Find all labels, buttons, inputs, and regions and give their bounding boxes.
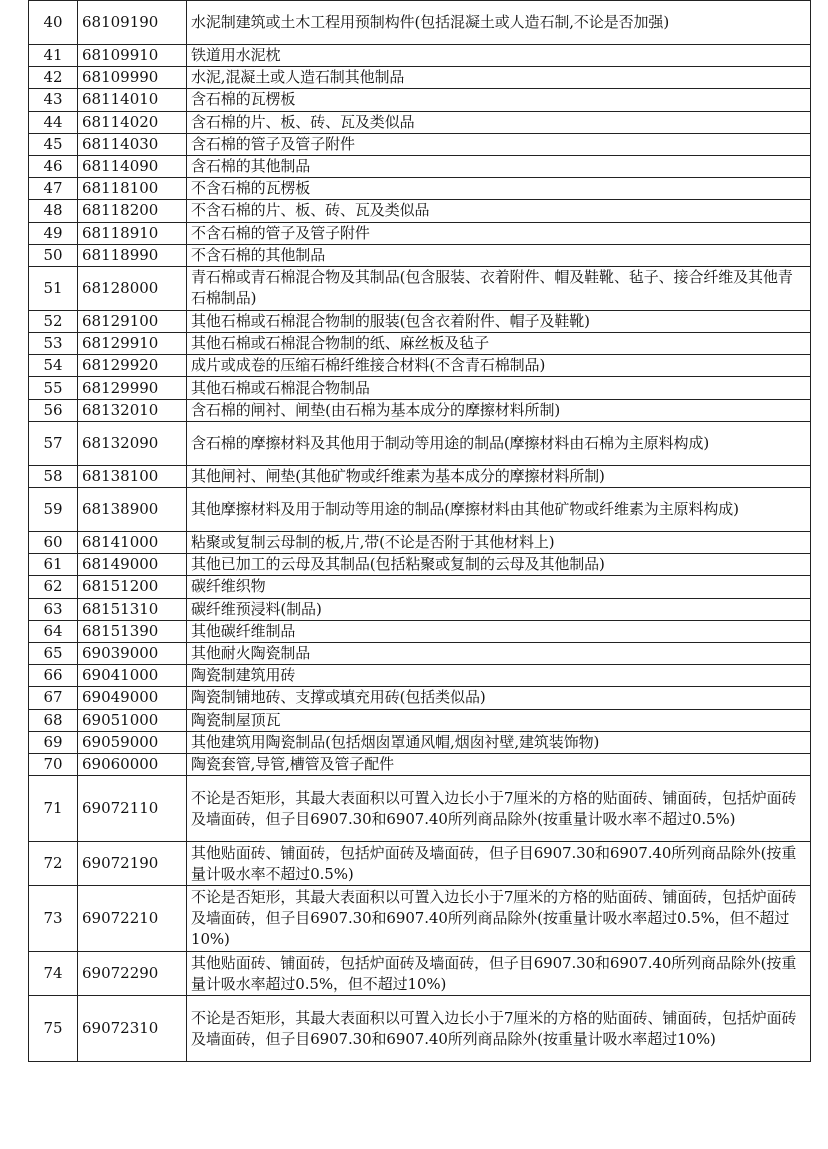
product-description: 其他闸衬、闸垫(其他矿物或纤维素为基本成分的摩擦材料所制): [187, 465, 811, 487]
product-description: 其他石棉或石棉混合物制的纸、麻丝板及毡子: [187, 333, 811, 355]
table-row: [29, 200, 811, 222]
table-row: [29, 620, 811, 642]
product-description: 含石棉的其他制品: [187, 155, 811, 177]
row-number: 58: [29, 465, 78, 487]
hs-code: 68114030: [78, 133, 187, 155]
hs-code: 69060000: [78, 753, 187, 775]
table-row: [29, 731, 811, 753]
hs-code: 68114010: [78, 89, 187, 111]
product-description: 含石棉的闸衬、闸垫(由石棉为基本成分的摩擦材料所制): [187, 399, 811, 421]
hs-code: 68114090: [78, 155, 187, 177]
tariff-table: [28, 0, 811, 1062]
hs-code: 68109190: [78, 1, 187, 45]
hs-code: 69072210: [78, 886, 187, 952]
row-number: 61: [29, 554, 78, 576]
hs-code: 68118100: [78, 178, 187, 200]
hs-code: 68138900: [78, 488, 187, 532]
row-number: 67: [29, 687, 78, 709]
product-description: 碳纤维预浸料(制品): [187, 598, 811, 620]
hs-code: 68151390: [78, 620, 187, 642]
table-row: [29, 45, 811, 67]
product-description: 含石棉的瓦楞板: [187, 89, 811, 111]
product-description: 不论是否矩形，其最大表面积以可置入边长小于7厘米的方格的贴面砖、铺面砖，包括炉面砖及墙面砖，但子目6907.30和6907.40所列商品除外(按重量计吸水率超过10%): [187, 996, 811, 1062]
product-description: 碳纤维织物: [187, 576, 811, 598]
table-row: [29, 996, 811, 1062]
product-description: 其他贴面砖、铺面砖，包括炉面砖及墙面砖，但子目6907.30和6907.40所列商品除外(按重量计吸水率超过0.5%，但不超过10%): [187, 952, 811, 996]
product-description: 不含石棉的其他制品: [187, 244, 811, 266]
table-row: [29, 133, 811, 155]
product-description: 其他贴面砖、铺面砖，包括炉面砖及墙面砖，但子目6907.30和6907.40所列商品除外(按重量计吸水率不超过0.5%): [187, 842, 811, 886]
hs-code: 68118200: [78, 200, 187, 222]
table-row: [29, 377, 811, 399]
hs-code: 68138100: [78, 465, 187, 487]
row-number: 75: [29, 996, 78, 1062]
row-number: 74: [29, 952, 78, 996]
row-number: 40: [29, 1, 78, 45]
table-row: [29, 842, 811, 886]
table-row: [29, 155, 811, 177]
row-number: 47: [29, 178, 78, 200]
row-number: 62: [29, 576, 78, 598]
hs-code: 69039000: [78, 642, 187, 664]
table-row: [29, 222, 811, 244]
hs-code: 69072290: [78, 952, 187, 996]
product-description: 含石棉的管子及管子附件: [187, 133, 811, 155]
product-description: 粘聚或复制云母制的板,片,带(不论是否附于其他材料上): [187, 532, 811, 554]
table-row: [29, 687, 811, 709]
hs-code: 68132090: [78, 421, 187, 465]
row-number: 55: [29, 377, 78, 399]
product-description: 其他耐火陶瓷制品: [187, 642, 811, 664]
table-row: [29, 532, 811, 554]
table-row: [29, 421, 811, 465]
product-description: 含石棉的摩擦材料及其他用于制动等用途的制品(摩擦材料由石棉为主原料构成): [187, 421, 811, 465]
hs-code: 68114020: [78, 111, 187, 133]
row-number: 48: [29, 200, 78, 222]
row-number: 73: [29, 886, 78, 952]
row-number: 46: [29, 155, 78, 177]
hs-code: 69072110: [78, 776, 187, 842]
row-number: 51: [29, 266, 78, 310]
row-number: 72: [29, 842, 78, 886]
row-number: 59: [29, 488, 78, 532]
hs-code: 68129910: [78, 333, 187, 355]
hs-code: 68129990: [78, 377, 187, 399]
product-description: 陶瓷套管,导管,槽管及管子配件: [187, 753, 811, 775]
hs-code: 69059000: [78, 731, 187, 753]
product-description: 其他摩擦材料及用于制动等用途的制品(摩擦材料由其他矿物或纤维素为主原料构成): [187, 488, 811, 532]
table-row: [29, 333, 811, 355]
row-number: 52: [29, 310, 78, 332]
product-description: 陶瓷制建筑用砖: [187, 665, 811, 687]
hs-code: 68149000: [78, 554, 187, 576]
table-row: [29, 488, 811, 532]
row-number: 63: [29, 598, 78, 620]
table-row: [29, 886, 811, 952]
hs-code: 68151310: [78, 598, 187, 620]
row-number: 49: [29, 222, 78, 244]
table-row: [29, 355, 811, 377]
product-description: 青石棉或青石棉混合物及其制品(包含服装、衣着附件、帽及鞋靴、毡子、接合纤维及其他青石棉制品): [187, 266, 811, 310]
hs-code: 68109910: [78, 45, 187, 67]
hs-code: 69072310: [78, 996, 187, 1062]
product-description: 其他碳纤维制品: [187, 620, 811, 642]
row-number: 71: [29, 776, 78, 842]
table-row: [29, 598, 811, 620]
table-row: [29, 576, 811, 598]
row-number: 44: [29, 111, 78, 133]
hs-code: 68128000: [78, 266, 187, 310]
table-body: [29, 1, 811, 1062]
document-page: [28, 0, 810, 1062]
table-row: [29, 111, 811, 133]
row-number: 64: [29, 620, 78, 642]
product-description: 其他已加工的云母及其制品(包括粘聚或复制的云母及其他制品): [187, 554, 811, 576]
table-row: [29, 642, 811, 664]
row-number: 66: [29, 665, 78, 687]
table-row: [29, 310, 811, 332]
hs-code: 68109990: [78, 67, 187, 89]
row-number: 54: [29, 355, 78, 377]
hs-code: 68151200: [78, 576, 187, 598]
row-number: 41: [29, 45, 78, 67]
row-number: 65: [29, 642, 78, 664]
hs-code: 69072190: [78, 842, 187, 886]
table-row: [29, 89, 811, 111]
hs-code: 68129100: [78, 310, 187, 332]
row-number: 57: [29, 421, 78, 465]
product-description: 水泥,混凝土或人造石制其他制品: [187, 67, 811, 89]
hs-code: 69049000: [78, 687, 187, 709]
hs-code: 68118910: [78, 222, 187, 244]
table-row: [29, 776, 811, 842]
hs-code: 69041000: [78, 665, 187, 687]
product-description: 其他石棉或石棉混合物制的服装(包含衣着附件、帽子及鞋靴): [187, 310, 811, 332]
product-description: 不含石棉的管子及管子附件: [187, 222, 811, 244]
table-row: [29, 266, 811, 310]
table-row: [29, 465, 811, 487]
table-row: [29, 753, 811, 775]
hs-code: 68129920: [78, 355, 187, 377]
hs-code: 68141000: [78, 532, 187, 554]
hs-code: 68132010: [78, 399, 187, 421]
product-description: 不论是否矩形，其最大表面积以可置入边长小于7厘米的方格的贴面砖、铺面砖，包括炉面砖及墙面砖，但子目6907.30和6907.40所列商品除外(按重量计吸水率不超过0.5%): [187, 776, 811, 842]
product-description: 陶瓷制铺地砖、支撑或填充用砖(包括类似品): [187, 687, 811, 709]
table-row: [29, 952, 811, 996]
table-row: [29, 67, 811, 89]
hs-code: 68118990: [78, 244, 187, 266]
product-description: 水泥制建筑或土木工程用预制构件(包括混凝土或人造石制,不论是否加强): [187, 1, 811, 45]
product-description: 铁道用水泥枕: [187, 45, 811, 67]
row-number: 68: [29, 709, 78, 731]
row-number: 42: [29, 67, 78, 89]
product-description: 成片或成卷的压缩石棉纤维接合材料(不含青石棉制品): [187, 355, 811, 377]
table-row: [29, 244, 811, 266]
product-description: 其他建筑用陶瓷制品(包括烟囱罩通风帽,烟囱衬壁,建筑装饰物): [187, 731, 811, 753]
row-number: 43: [29, 89, 78, 111]
row-number: 69: [29, 731, 78, 753]
product-description: 不含石棉的瓦楞板: [187, 178, 811, 200]
product-description: 不论是否矩形，其最大表面积以可置入边长小于7厘米的方格的贴面砖、铺面砖，包括炉面砖及墙面砖，但子目6907.30和6907.40所列商品除外(按重量计吸水率超过0.5%，但不超过10%): [187, 886, 811, 952]
table-row: [29, 709, 811, 731]
product-description: 其他石棉或石棉混合物制品: [187, 377, 811, 399]
hs-code: 69051000: [78, 709, 187, 731]
table-row: [29, 554, 811, 576]
row-number: 50: [29, 244, 78, 266]
table-row: [29, 399, 811, 421]
product-description: 不含石棉的片、板、砖、瓦及类似品: [187, 200, 811, 222]
table-row: [29, 1, 811, 45]
row-number: 53: [29, 333, 78, 355]
table-row: [29, 665, 811, 687]
row-number: 70: [29, 753, 78, 775]
table-row: [29, 178, 811, 200]
row-number: 45: [29, 133, 78, 155]
product-description: 陶瓷制屋顶瓦: [187, 709, 811, 731]
row-number: 56: [29, 399, 78, 421]
product-description: 含石棉的片、板、砖、瓦及类似品: [187, 111, 811, 133]
row-number: 60: [29, 532, 78, 554]
